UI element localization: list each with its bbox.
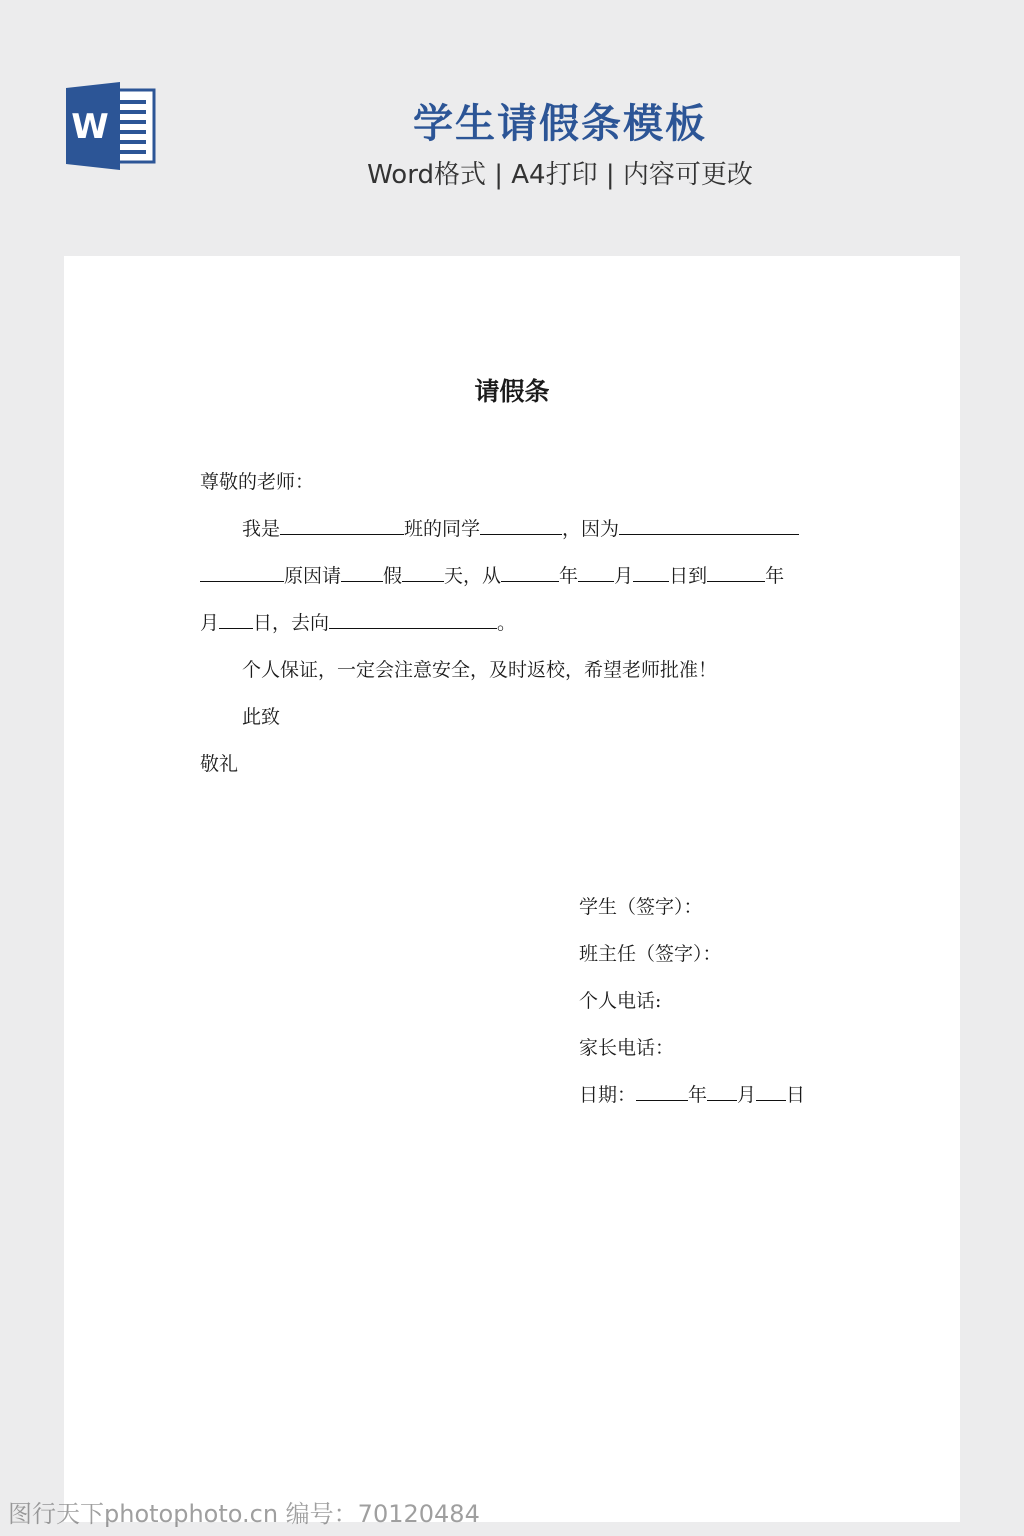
blank-sign-day[interactable] <box>756 1083 786 1101</box>
text-day-to: 日到 <box>669 565 708 587</box>
page-subtitle: Word格式 | A4打印 | 内容可更改 <box>367 160 753 190</box>
page-title: 学生请假条模板 <box>413 101 707 147</box>
document-title: 请假条 <box>474 377 550 406</box>
text-wo-shi: 我是 <box>242 518 281 540</box>
date-day: 日 <box>786 1084 806 1106</box>
blank-sign-year[interactable] <box>636 1083 688 1101</box>
text-days-from: 天，从 <box>444 565 502 587</box>
text-end-month: 月 <box>200 612 220 634</box>
text-class-student: 班的同学 <box>404 518 481 540</box>
text-end-year: 年 <box>765 565 785 587</box>
blank-leave-type[interactable] <box>341 564 383 582</box>
blank-days[interactable] <box>402 564 444 582</box>
blank-name[interactable] <box>480 517 562 535</box>
blank-class[interactable] <box>280 517 404 535</box>
document-page <box>64 256 960 1522</box>
word-logo-letter: W <box>71 107 109 147</box>
text-month: 月 <box>614 565 634 587</box>
blank-start-year[interactable] <box>501 564 559 582</box>
text-destination: 日，去向 <box>253 612 330 634</box>
parent-phone-label: 家长电话： <box>579 1037 675 1059</box>
text-reason-request: 原因请 <box>284 565 342 587</box>
text-because: ，因为 <box>562 518 620 540</box>
date-label: 日期： <box>579 1084 637 1106</box>
promise-text: 个人保证，一定会注意安全，及时返校，希望老师批准！ <box>242 659 718 681</box>
teacher-signature-label: 班主任（签字）： <box>579 943 722 965</box>
blank-reason-cont[interactable] <box>200 564 284 582</box>
closing-cizhi: 此致 <box>242 706 281 728</box>
body-line-2 <box>200 564 784 588</box>
date-line <box>579 1080 805 1107</box>
text-period: 。 <box>497 612 517 634</box>
blank-end-day[interactable] <box>219 611 253 629</box>
body-line-1 <box>242 517 799 541</box>
blank-start-day[interactable] <box>633 564 669 582</box>
date-month: 月 <box>737 1084 757 1106</box>
blank-reason[interactable] <box>619 517 799 535</box>
blank-destination[interactable] <box>329 611 497 629</box>
salutation: 尊敬的老师： <box>200 471 315 493</box>
word-icon <box>64 82 156 170</box>
student-signature-label: 学生（签字）： <box>579 896 703 918</box>
date-year: 年 <box>688 1084 708 1106</box>
blank-start-month[interactable] <box>578 564 614 582</box>
personal-phone-label: 个人电话: <box>579 990 662 1012</box>
blank-sign-month[interactable] <box>707 1083 737 1101</box>
text-year: 年 <box>559 565 579 587</box>
text-leave: 假 <box>383 565 403 587</box>
body-line-3 <box>200 611 516 635</box>
blank-end-year[interactable] <box>707 564 765 582</box>
watermark: 图行天下photophoto.cn 编号：70120484 <box>8 1500 480 1528</box>
closing-jingli: 敬礼 <box>200 753 239 775</box>
